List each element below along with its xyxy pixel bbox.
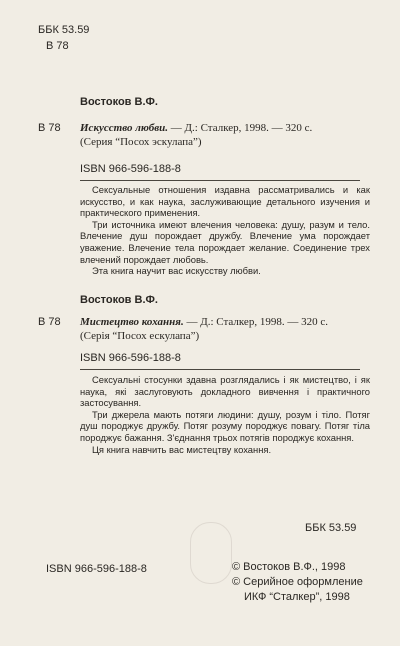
bbk-classification-top: ББК 53.59 bbox=[38, 24, 90, 36]
book-title-uk: Мистецтво кохання. bbox=[80, 316, 184, 328]
author-code-uk: В 78 bbox=[38, 316, 61, 328]
annotation-paragraph: Сексуальні стосунки здавна розглядались і як мистецтво, і як наука, які заслуговують докладного вивчення і практичного застосування. bbox=[80, 374, 370, 409]
author-code-top: В 78 bbox=[46, 40, 69, 52]
isbn-ru: ISBN 966-596-188-8 bbox=[80, 163, 181, 175]
annotation-paragraph: Сексуальные отношения издавна рассматривались и как искусство, и как наука, заслуживающие детального изучения и практического применения. bbox=[80, 184, 370, 219]
isbn-uk: ISBN 966-596-188-8 bbox=[80, 352, 181, 364]
bbk-classification-bottom: ББК 53.59 bbox=[305, 522, 357, 534]
annotation-paragraph: Три источника имеют влечения человека: душу, разум и тело. Влечение душ порождает дружбу. Влечение ума порождает уважение. Влечение тела порождает желание. Соединение трех влечений порождает любовь. bbox=[80, 218, 370, 265]
copyright-author: © Востоков В.Ф., 1998 bbox=[232, 561, 346, 573]
annotation-paragraph: Ця книга навчить вас мистецтву кохання. bbox=[92, 443, 272, 455]
series-uk: (Серія “Посох ескулапа”) bbox=[80, 330, 200, 342]
annotation-paragraph: Эта книга научит вас искусству любви. bbox=[92, 265, 261, 277]
imprint-uk: — Д.: Сталкер, 1998. — 320 с. bbox=[183, 316, 328, 328]
copyright-design: © Серийное оформление bbox=[232, 576, 363, 588]
annotation-uk bbox=[80, 374, 370, 455]
series-ru: (Серия “Посох эскулапа”) bbox=[80, 136, 202, 148]
annotation-paragraph: Три джерела мають потяги людини: душу, розум і тіло. Потяг душ породжує дружбу. Потяг розуму породжує повагу. Потяг тіла породжує бажання. З'єднання трьох потягів породжує кохання. bbox=[80, 408, 370, 443]
author-name-uk: Востоков В.Ф. bbox=[80, 294, 158, 306]
divider-uk bbox=[80, 369, 360, 370]
isbn-bottom: ISBN 966-596-188-8 bbox=[46, 563, 147, 575]
divider-ru bbox=[80, 180, 360, 181]
book-title-ru: Искусство любви. bbox=[80, 122, 169, 134]
faded-stamp bbox=[190, 522, 232, 584]
imprint-ru: — Д.: Сталкер, 1998. — 320 с. bbox=[168, 122, 313, 134]
book-title-line-uk bbox=[80, 315, 370, 329]
author-name-ru: Востоков В.Ф. bbox=[80, 96, 158, 108]
annotation-ru bbox=[80, 184, 370, 277]
book-title-line-ru bbox=[80, 121, 370, 135]
publisher-copyright: ИКФ “Сталкер”, 1998 bbox=[244, 591, 350, 603]
author-code-ru: В 78 bbox=[38, 122, 61, 134]
